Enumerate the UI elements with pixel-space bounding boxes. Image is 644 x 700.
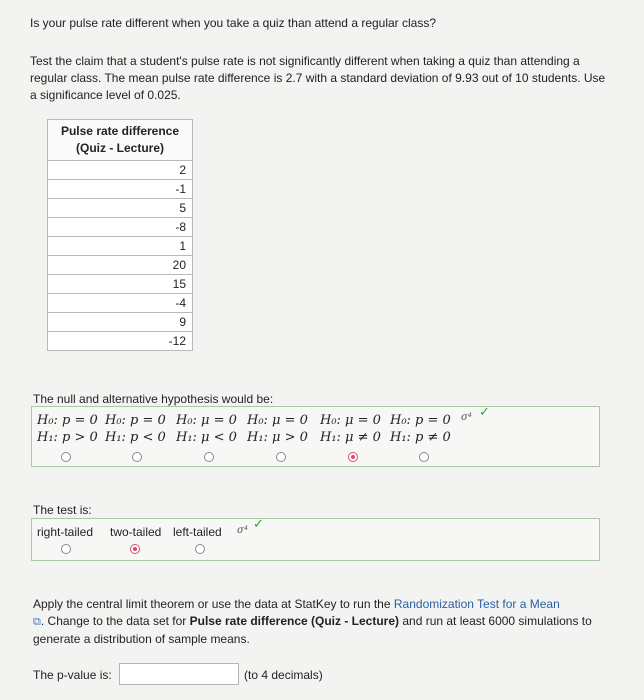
hypothesis-options [31, 406, 600, 467]
h0-text: H₀: p = 0 [37, 413, 98, 428]
hypothesis-prompt: The null and alternative hypothesis would be: [33, 392, 274, 406]
hypothesis-radio-5[interactable] [348, 452, 358, 462]
problem-statement: Test the claim that a student's pulse rate is not significantly different when taking a quiz than attending a regular class. The mean pulse rate difference is 2.7 with a standard deviation of 9.93 out of 10 students. Use a significance level of 0.025. [30, 54, 606, 102]
test-option-left-tailed[interactable]: left-tailed [173, 525, 222, 539]
pvalue-input[interactable] [119, 663, 239, 685]
instructions [33, 596, 603, 648]
test-options [31, 518, 600, 561]
test-option-right-tailed[interactable]: right-tailed [37, 525, 94, 539]
table-cell: -1 [48, 180, 193, 199]
table-header-line1: Pulse rate difference [60, 124, 180, 138]
hypothesis-radio-1[interactable] [61, 452, 71, 462]
h1-text: H₁: μ > 0 [247, 430, 308, 445]
apply-text-after: and run at least 6000 simulations to generate a distribution of sample means. [33, 614, 592, 646]
hypothesis-radio-2[interactable] [132, 452, 142, 462]
table-cell: -8 [48, 218, 193, 237]
test-radio-1[interactable] [61, 544, 71, 554]
hypothesis-option-4[interactable] [247, 413, 308, 447]
table-cell: 5 [48, 199, 193, 218]
h1-text: H₁: μ < 0 [176, 430, 237, 445]
randomization-test-link[interactable]: Randomization Test for a Mean [393, 597, 560, 611]
h0-text: H₀: p = 0 [105, 413, 166, 428]
check-icon: ✓ [479, 404, 490, 419]
apply-text-mid: . Change to the data set for [40, 614, 190, 628]
table-cell: -4 [48, 294, 193, 313]
h1-text: H₁: p ≠ 0 [390, 430, 451, 445]
pvalue-hint: (to 4 decimals) [244, 668, 323, 682]
math-format-icon[interactable]: σ⁴ [461, 412, 472, 423]
table-cell: 9 [48, 313, 193, 332]
test-prompt: The test is: [33, 503, 92, 517]
h1-text: H₁: p > 0 [37, 430, 98, 445]
dataset-name: Pulse rate difference (Quiz - Lecture) [189, 614, 400, 628]
h1-text: H₁: μ ≠ 0 [320, 430, 381, 445]
table-cell: 15 [48, 275, 193, 294]
h0-text: H₀: p = 0 [390, 413, 451, 428]
table-cell: -12 [48, 332, 193, 351]
h1-text: H₁: p < 0 [105, 430, 166, 445]
h0-text: H₀: μ = 0 [320, 413, 381, 428]
table-cell: 20 [48, 256, 193, 275]
external-link-icon[interactable]: ⧉ [33, 616, 41, 628]
h0-text: H₀: μ = 0 [176, 413, 237, 428]
test-option-two-tailed[interactable]: two-tailed [110, 525, 162, 539]
table-header-line2: (Quiz - Lecture) [75, 141, 164, 155]
hypothesis-radio-4[interactable] [276, 452, 286, 462]
pulse-data-table [47, 119, 193, 351]
math-format-icon[interactable]: σ⁴ [237, 525, 248, 536]
hypothesis-option-6[interactable] [390, 413, 451, 447]
pvalue-label: The p-value is: [33, 668, 112, 682]
table-header [48, 120, 193, 161]
table-cell: 1 [48, 237, 193, 256]
hypothesis-radio-3[interactable] [204, 452, 214, 462]
table-cell: 2 [48, 161, 193, 180]
test-radio-3[interactable] [195, 544, 205, 554]
question-title: Is your pulse rate different when you take a quiz than attend a regular class? [30, 16, 437, 30]
check-icon: ✓ [253, 516, 264, 531]
apply-text-before: Apply the central limit theorem or use the data at StatKey to run the [33, 597, 394, 611]
hypothesis-option-5[interactable] [320, 413, 381, 447]
hypothesis-option-3[interactable] [176, 413, 237, 447]
h0-text: H₀: μ = 0 [247, 413, 308, 428]
hypothesis-option-2[interactable] [105, 413, 166, 447]
hypothesis-option-1[interactable] [37, 413, 98, 447]
test-radio-2[interactable] [130, 544, 140, 554]
hypothesis-radio-6[interactable] [419, 452, 429, 462]
